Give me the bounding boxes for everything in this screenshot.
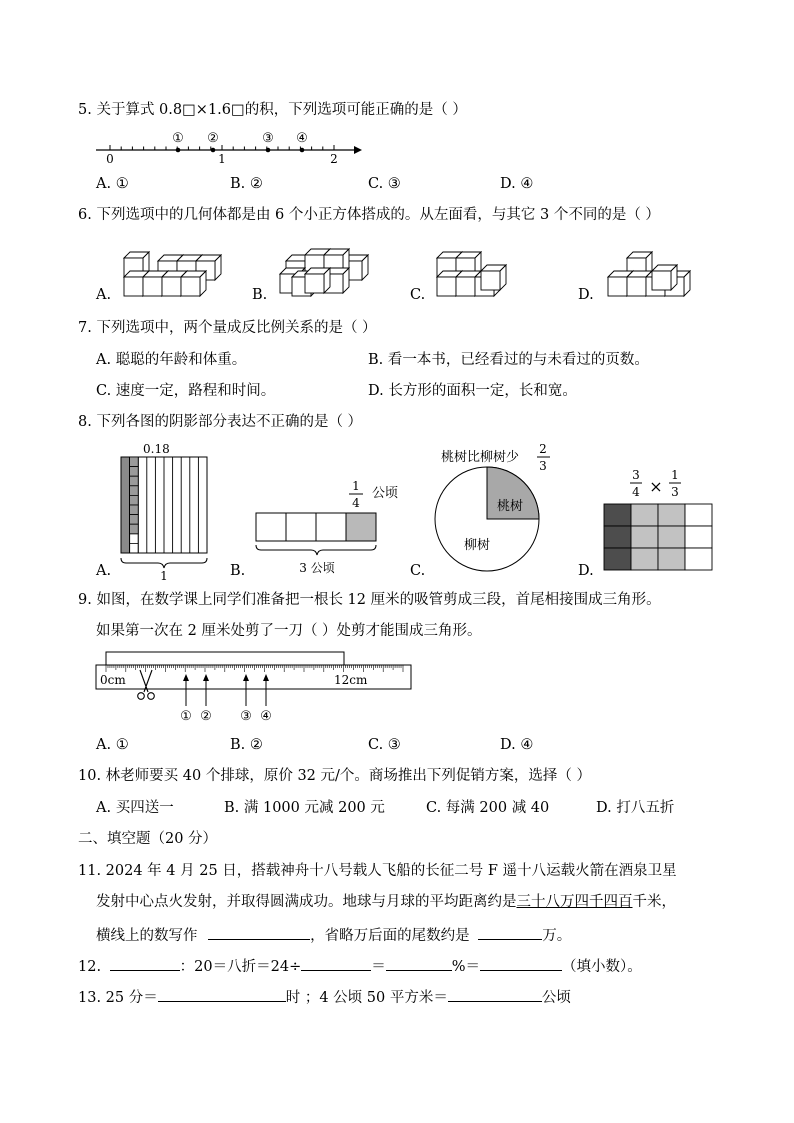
q8c-caption: 桃树比柳树少 — [441, 450, 520, 465]
q5-tick-0: 0 — [106, 152, 114, 166]
q5-mark-2: ② — [207, 131, 219, 146]
q7-option-d: D. 长方形的面积一定，长和宽。 — [368, 383, 577, 399]
q8d-fraction2-den: 3 — [671, 485, 679, 499]
q11-blank-1[interactable] — [208, 925, 310, 940]
q10-option-d: D. 打八五折 — [596, 800, 675, 816]
q13-text-2: 时 ；4 公顷 50 平方米＝ — [285, 990, 448, 1006]
section-2-heading: 二、填空题（20 分） — [78, 831, 218, 847]
q13-line — [78, 987, 571, 1007]
q8b-unit: 公顷 — [372, 486, 399, 501]
q11-line3-end: 万。 — [542, 928, 572, 944]
q7-option-a: A. 聪聪的年龄和体重。 — [96, 352, 247, 368]
q5-stem: 5. 关于算式 0.8□×1.6□的积，下列选项可能正确的是（ ） — [78, 102, 467, 118]
q12-number: 12. — [78, 959, 102, 975]
q8-stem: 8. 下列各图的阴影部分表达不正确的是（ ） — [78, 414, 363, 430]
q12-text-2: ＝ — [371, 959, 386, 975]
q12-line — [78, 956, 642, 976]
q9-arrow-label-2: ② — [200, 709, 212, 724]
q12-text-3: %＝ — [451, 959, 481, 975]
q8d-fraction2-num: 1 — [671, 468, 679, 482]
q8-option-d: D. — [578, 563, 594, 579]
q8d-fraction1-num: 3 — [632, 468, 640, 482]
q8c-fraction-den: 3 — [539, 459, 547, 473]
q8-option-b: B. — [230, 563, 246, 579]
q10-option-c: C. 每满 200 减 40 — [426, 800, 550, 816]
q11-line2-end: 千米， — [632, 894, 676, 910]
q8d-times: × — [649, 477, 663, 496]
q8c-fraction-num: 2 — [539, 442, 547, 456]
q13-text-3: 公顷 — [541, 990, 571, 1006]
q5-mark-3: ③ — [262, 131, 274, 146]
q11-line3-mid: ，省略万后面的尾数约是 — [310, 928, 470, 944]
q7-option-c: C. 速度一定，路程和时间。 — [96, 383, 276, 399]
q6-stem: 6. 下列选项中的几何体都是由 6 个小正方体搭成的。从左面看，与其它 3 个不同的是（ ） — [78, 207, 660, 223]
q7-stem: 7. 下列选项中，两个量成反比例关系的是（ ） — [78, 320, 377, 336]
q8c-rest-label: 柳树 — [463, 538, 491, 553]
q5-tick-1: 1 — [218, 152, 226, 166]
q9-ruler-end: 12cm — [334, 673, 368, 687]
q12-text-1: ：20＝八折＝24÷ — [179, 959, 302, 975]
q8b-fraction-num: 1 — [352, 479, 360, 493]
q8d-fraction1-den: 4 — [632, 485, 640, 499]
q9-option-a: A. ① — [96, 737, 129, 753]
q12-blank-2[interactable] — [301, 956, 371, 971]
q9-arrow-label-4: ④ — [260, 709, 272, 724]
q5-tick-2: 2 — [330, 152, 338, 166]
q11-underlined-number: 三十八万四千四百 — [516, 894, 633, 910]
q8b-bottom-label: 3 公顷 — [299, 561, 335, 575]
q9-arrow-label-1: ① — [180, 709, 192, 724]
q11-line2-text: 发射中心点火发射，并取得圆满成功。地球与月球的平均距离约是 — [96, 894, 517, 910]
q11-line2 — [96, 893, 676, 911]
q5-option-a: A. ① — [96, 176, 129, 192]
q9-line1: 9. 如图，在数学课上同学们准备把一根长 12 厘米的吸管剪成三段，首尾相接围成三角形。 — [78, 592, 661, 608]
q13-blank-2[interactable] — [448, 987, 542, 1002]
q8c-shaded-label: 桃树 — [496, 499, 524, 514]
q13-text-1: 13. 25 分＝ — [78, 990, 158, 1006]
q13-blank-1[interactable] — [158, 987, 286, 1002]
q6-option-c: C. — [410, 287, 426, 303]
q9-line2: 如果第一次在 2 厘米处剪了一刀（ ）处剪才能围成三角形。 — [96, 623, 482, 639]
q10-stem: 10. 林老师要买 40 个排球，原价 32 元/个。商场推出下列促销方案，选择（ ） — [78, 768, 591, 784]
q8b-fraction-den: 4 — [352, 496, 360, 510]
q10-option-a: A. 买四送一 — [96, 800, 174, 816]
q7-option-b: B. 看一本书，已经看过的与未看过的页数。 — [368, 352, 649, 368]
q6-option-d: D. — [578, 287, 594, 303]
q6-option-b: B. — [252, 287, 268, 303]
q8a-top-label: 0.18 — [143, 442, 170, 456]
q5-option-b: B. ② — [230, 176, 263, 192]
q9-option-b: B. ② — [230, 737, 263, 753]
q12-blank-4[interactable] — [480, 956, 562, 971]
q11-line3-text: 横线上的数写作 — [96, 928, 198, 944]
q12-blank-3[interactable] — [386, 956, 452, 971]
q10-option-b: B. 满 1000 元减 200 元 — [224, 800, 385, 816]
q8a-bottom-label: 1 — [160, 569, 168, 583]
q9-ruler-start: 0cm — [100, 673, 126, 687]
q8-option-c: C. — [410, 563, 426, 579]
q11-line1: 11. 2024 年 4 月 25 日，搭载神舟十八号载人飞船的长征二号 F 遥十八运载火箭在酒泉卫星 — [78, 863, 677, 879]
q11-line3 — [96, 925, 571, 945]
q6-option-a: A. — [96, 287, 112, 303]
q9-option-c: C. ③ — [368, 737, 401, 753]
q5-mark-1: ① — [172, 131, 184, 146]
q9-option-d: D. ④ — [500, 737, 534, 753]
q5-mark-4: ④ — [296, 131, 308, 146]
q5-option-c: C. ③ — [368, 176, 401, 192]
q5-option-d: D. ④ — [500, 176, 534, 192]
q8-option-a: A. — [96, 563, 112, 579]
q11-blank-2[interactable] — [478, 925, 542, 940]
q12-text-4: （填小数）。 — [562, 959, 642, 975]
q9-arrow-label-3: ③ — [240, 709, 252, 724]
q12-blank-1[interactable] — [110, 956, 180, 971]
